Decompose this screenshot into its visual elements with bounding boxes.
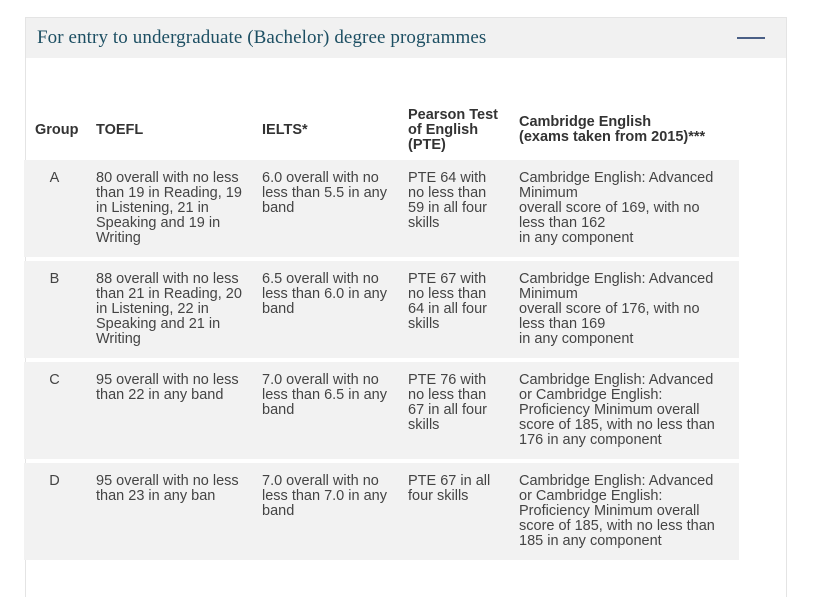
pte-cell (397, 261, 508, 358)
table-row (24, 463, 739, 560)
pte-cell-line: skills (408, 316, 440, 332)
pte-cell-line: PTE 67 with (408, 271, 487, 287)
ielts-cell (251, 362, 397, 459)
collapse-button[interactable] (734, 23, 768, 53)
cambridge-cell-line: 185 in any component (519, 533, 662, 549)
pte-cell-line: no less than (408, 185, 487, 201)
toefl-cell-line: 95 overall with no less (96, 372, 239, 388)
ielts-cell-line: band (262, 301, 295, 317)
cambridge-cell-line: score of 185, with no less than (519, 417, 715, 433)
cambridge-cell-line: or Cambridge English: (519, 488, 663, 504)
cambridge-cell-line: Proficiency Minimum overall (519, 503, 700, 519)
toefl-cell-line: 95 overall with no less (96, 473, 239, 489)
cambridge-cell (508, 362, 739, 459)
cambridge-cell-line: 176 in any component (519, 432, 662, 448)
group-cell: B (24, 261, 85, 358)
toefl-cell-line: 88 overall with no less (96, 271, 239, 287)
cambridge-cell-line: Cambridge English: Advanced (519, 372, 714, 388)
cambridge-cell-line: Cambridge English: Advanced (519, 271, 714, 287)
header-group: Group (35, 121, 79, 138)
toefl-cell-line: in Listening, 21 in (96, 200, 209, 216)
cambridge-cell-line: in any component (519, 230, 634, 246)
pte-cell (397, 160, 508, 257)
pte-cell-line: no less than (408, 286, 487, 302)
header-toefl: TOEFL (96, 121, 144, 138)
cambridge-cell (508, 463, 739, 560)
header-cambridge (508, 104, 739, 156)
toefl-cell-line: Speaking and 19 in (96, 215, 221, 231)
cambridge-cell (508, 261, 739, 358)
table-row (24, 160, 739, 257)
ielts-cell (251, 463, 397, 560)
cambridge-cell-line: Cambridge English: Advanced (519, 473, 714, 489)
cambridge-cell-line: in any component (519, 331, 634, 347)
requirements-table (24, 100, 739, 564)
pte-cell-line: PTE 64 with (408, 170, 487, 186)
ielts-cell (251, 160, 397, 257)
ielts-cell-line: less than 7.0 in any (262, 488, 387, 504)
toefl-cell-line: Writing (96, 230, 141, 246)
ielts-cell-line: band (262, 503, 295, 519)
table-header-row (24, 104, 739, 156)
pte-cell-line: PTE 67 in all (408, 473, 491, 489)
group-cell: A (24, 160, 85, 257)
toefl-cell-line: Speaking and 21 in (96, 316, 221, 332)
pte-cell-line: four skills (408, 488, 469, 504)
toefl-cell (85, 261, 251, 358)
toefl-cell (85, 463, 251, 560)
pte-cell (397, 362, 508, 459)
group-cell: D (24, 463, 85, 560)
cambridge-cell-line: Minimum (519, 286, 578, 302)
ielts-cell-line: less than 6.0 in any (262, 286, 387, 302)
ielts-cell-line: 6.5 overall with no (262, 271, 379, 287)
toefl-cell-line: Writing (96, 331, 141, 347)
pte-cell-line: skills (408, 417, 440, 433)
cambridge-cell-line: score of 185, with no less than (519, 518, 715, 534)
table-row (24, 261, 739, 358)
pte-cell-line: 64 in all four (408, 301, 487, 317)
header-ielts: IELTS* (262, 121, 308, 138)
cambridge-cell-line: less than 169 (519, 316, 606, 332)
toefl-cell-line: than 23 in any ban (96, 488, 216, 504)
pte-cell (397, 463, 508, 560)
header-pte-line: (PTE) (408, 136, 446, 153)
ielts-cell-line: 7.0 overall with no (262, 372, 379, 388)
pte-cell-line: no less than (408, 387, 487, 403)
pte-cell-line: skills (408, 215, 440, 231)
pte-cell-line: PTE 76 with (408, 372, 487, 388)
header-cambridge-line: (exams taken from 2015)*** (519, 129, 706, 145)
toefl-cell-line: than 21 in Reading, 20 (96, 286, 242, 302)
ielts-cell-line: 6.0 overall with no (262, 170, 379, 186)
toefl-cell-line: in Listening, 22 in (96, 301, 209, 317)
pte-cell-line: 67 in all four (408, 402, 487, 418)
toefl-cell-line: 80 overall with no less (96, 170, 239, 186)
header-pte-line: of English (408, 121, 479, 138)
toefl-cell-line: than 22 in any band (96, 387, 224, 403)
cambridge-cell-line: less than 162 (519, 215, 606, 231)
ielts-cell (251, 261, 397, 358)
ielts-cell-line: band (262, 200, 295, 216)
header-pte-line: Pearson Test (408, 106, 498, 123)
cambridge-cell-line: Cambridge English: Advanced (519, 170, 714, 186)
cambridge-cell-line: Minimum (519, 185, 578, 201)
toefl-cell-line: than 19 in Reading, 19 (96, 185, 242, 201)
header-pte (397, 104, 508, 156)
panel-title: For entry to undergraduate (Bachelor) degree programmes (37, 27, 487, 48)
cambridge-cell-line: Proficiency Minimum overall (519, 402, 700, 418)
accordion-header[interactable] (26, 18, 786, 58)
header-cambridge-line: Cambridge English (519, 114, 652, 130)
toefl-cell (85, 160, 251, 257)
pte-cell-line: 59 in all four (408, 200, 487, 216)
minus-icon (737, 37, 765, 39)
cambridge-cell-line: overall score of 176, with no (519, 301, 700, 317)
ielts-cell-line: 7.0 overall with no (262, 473, 379, 489)
table-row (24, 362, 739, 459)
cambridge-cell (508, 160, 739, 257)
cambridge-cell-line: overall score of 169, with no (519, 200, 700, 216)
ielts-cell-line: band (262, 402, 295, 418)
group-cell: C (24, 362, 85, 459)
ielts-cell-line: less than 6.5 in any (262, 387, 387, 403)
toefl-cell (85, 362, 251, 459)
cambridge-cell-line: or Cambridge English: (519, 387, 663, 403)
ielts-cell-line: less than 5.5 in any (262, 185, 387, 201)
